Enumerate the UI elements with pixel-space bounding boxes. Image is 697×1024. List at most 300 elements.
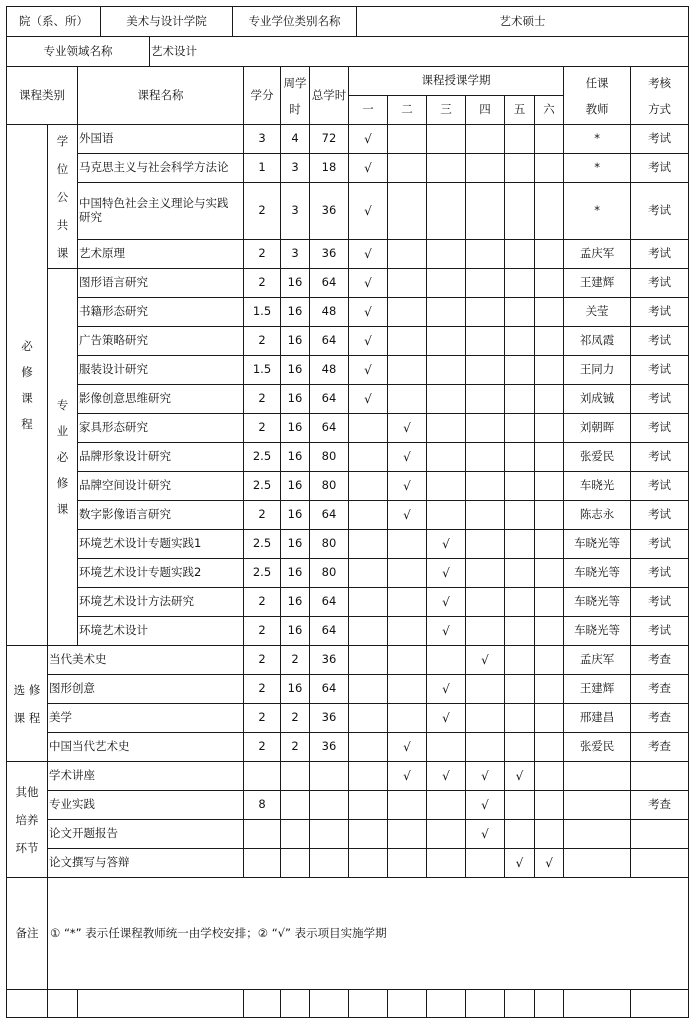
course-credit: 2.5 (244, 559, 281, 588)
field-value: 艺术设计 (150, 37, 689, 67)
course-teacher: 张爱民 (564, 733, 631, 762)
semester-cell (388, 327, 427, 356)
semester-cell (466, 356, 505, 385)
table-row (7, 269, 689, 298)
course-weekly-hours: 16 (281, 588, 310, 617)
semester-check-mark: √ (466, 646, 505, 675)
vertical-char: 业 (56, 424, 69, 438)
activity-credit (244, 820, 281, 849)
course-total-hours: 36 (310, 704, 349, 733)
semester-cell (535, 269, 564, 298)
semester-cell (388, 559, 427, 588)
col-credit-header: 学分 (244, 67, 281, 125)
course-name (78, 183, 244, 240)
blank-cell (564, 990, 631, 1018)
col-teacher-header: 任课 教师 (564, 67, 631, 125)
semester-cell (505, 733, 535, 762)
group-degree-public-label (48, 125, 78, 269)
course-credit: 2 (244, 327, 281, 356)
semester-cell (349, 675, 388, 704)
semester-cell (535, 559, 564, 588)
degree-label: 专业学位类别名称 (233, 7, 357, 37)
course-exam-type: 考试 (631, 472, 689, 501)
curriculum-document (6, 6, 689, 1018)
semester-cell (466, 501, 505, 530)
blank-cell (535, 990, 564, 1018)
course-teacher: 车晓光等 (564, 530, 631, 559)
course-credit: 2 (244, 501, 281, 530)
semester-cell (349, 849, 388, 878)
course-credit: 1.5 (244, 298, 281, 327)
table-row (7, 849, 689, 878)
course-name-text: 影像创意思维研究 (79, 391, 171, 406)
semester-cell (349, 443, 388, 472)
course-total-hours: 64 (310, 327, 349, 356)
semester-check-mark: √ (427, 617, 466, 646)
course-name (78, 617, 244, 646)
semester-cell (505, 327, 535, 356)
semester-check-mark: √ (388, 762, 427, 791)
semester-check-mark: √ (466, 820, 505, 849)
semester-cell (535, 327, 564, 356)
semester-cell (535, 530, 564, 559)
vertical-char: 课 (21, 391, 33, 405)
table-row (7, 762, 689, 791)
semester-cell (466, 327, 505, 356)
course-name (78, 443, 244, 472)
course-weekly-hours: 16 (281, 472, 310, 501)
activity-teacher (564, 762, 631, 791)
course-exam-type: 考试 (631, 327, 689, 356)
course-weekly-hours: 2 (281, 704, 310, 733)
course-name-text: 中国特色社会主义理论与实践 (79, 196, 229, 211)
activity-exam-type (631, 762, 689, 791)
course-name (78, 327, 244, 356)
vertical-char: 公 (56, 189, 69, 204)
semester-check-mark: √ (535, 849, 564, 878)
group-other-label (7, 762, 48, 878)
vertical-char: 课 程 (13, 710, 41, 725)
course-weekly-hours: 4 (281, 125, 310, 154)
course-weekly-hours: 2 (281, 733, 310, 762)
course-total-hours: 80 (310, 443, 349, 472)
course-name-text: 环境艺术设计专题实践1 (79, 536, 202, 551)
course-name-text: 环境艺术设计专题实践2 (79, 565, 202, 580)
course-teacher: 王建辉 (564, 269, 631, 298)
course-exam-type: 考试 (631, 385, 689, 414)
course-weekly-hours: 16 (281, 675, 310, 704)
course-exam-type: 考查 (631, 675, 689, 704)
remarks-text: ① “*” 表示任课程教师统一由学校安排；② “√” 表示项目实施学期 (48, 878, 689, 990)
semester-cell (349, 501, 388, 530)
semester-header-5: 五 (505, 96, 535, 125)
course-teacher: 车晓光等 (564, 617, 631, 646)
semester-cell (427, 646, 466, 675)
course-credit: 2 (244, 588, 281, 617)
blank-cell (310, 990, 349, 1018)
course-weekly-hours: 16 (281, 298, 310, 327)
table-row (7, 472, 689, 501)
blank-cell (281, 990, 310, 1018)
course-exam-type: 考试 (631, 356, 689, 385)
semester-cell (505, 154, 535, 183)
course-name (48, 646, 244, 675)
blank-cell (466, 990, 505, 1018)
course-exam-type: 考试 (631, 443, 689, 472)
vertical-char: 培养 (15, 812, 39, 827)
course-name (78, 414, 244, 443)
semester-cell (466, 472, 505, 501)
activity-name: 学术讲座 (48, 762, 244, 791)
semester-cell (466, 849, 505, 878)
table-row (7, 588, 689, 617)
semester-cell (466, 588, 505, 617)
course-teacher: 张爱民 (564, 443, 631, 472)
semester-cell (466, 530, 505, 559)
course-credit: 2 (244, 240, 281, 269)
semester-cell (505, 530, 535, 559)
remarks-table (6, 877, 689, 990)
course-name-text: 艺术原理 (79, 246, 125, 261)
course-name (78, 298, 244, 327)
course-teacher: 孟庆军 (564, 240, 631, 269)
course-name (78, 472, 244, 501)
course-total-hours: 64 (310, 414, 349, 443)
col-total-hours-header: 总学时 (310, 67, 349, 125)
course-teacher: 关莹 (564, 298, 631, 327)
table-row (7, 704, 689, 733)
semester-cell (427, 733, 466, 762)
course-weekly-hours: 16 (281, 269, 310, 298)
group-elective-label (7, 646, 48, 762)
semester-cell (505, 617, 535, 646)
blank-cell (505, 990, 535, 1018)
course-total-hours: 36 (310, 646, 349, 675)
course-exam-type: 考试 (631, 501, 689, 530)
activity-exam-type (631, 849, 689, 878)
course-name (78, 125, 244, 154)
semester-cell (466, 269, 505, 298)
semester-cell (535, 240, 564, 269)
semester-check-mark: √ (349, 385, 388, 414)
course-teacher: 刘成铖 (564, 385, 631, 414)
course-name-text: 马克思主义与社会科学方法论 (79, 160, 229, 175)
semester-check-mark: √ (388, 733, 427, 762)
activity-total-hours (310, 791, 349, 820)
course-teacher: 王建辉 (564, 675, 631, 704)
course-teacher: 车晓光等 (564, 559, 631, 588)
course-credit: 2 (244, 733, 281, 762)
vertical-char: 必 (56, 450, 69, 464)
semester-cell (535, 125, 564, 154)
semester-check-mark: √ (349, 327, 388, 356)
course-total-hours: 80 (310, 559, 349, 588)
semester-cell (505, 472, 535, 501)
vertical-char: 必 (21, 339, 33, 353)
semester-cell (427, 298, 466, 327)
activity-name: 论文撰写与答辩 (48, 849, 244, 878)
semester-check-mark: √ (349, 240, 388, 269)
group-required-label (7, 125, 48, 646)
col-semester-group-header: 课程授课学期 (349, 67, 564, 96)
semester-cell (535, 385, 564, 414)
table-row (7, 385, 689, 414)
semester-cell (466, 675, 505, 704)
semester-cell (349, 820, 388, 849)
course-credit: 1 (244, 154, 281, 183)
activity-teacher (564, 820, 631, 849)
semester-cell (388, 125, 427, 154)
course-name-text: 家具形态研究 (79, 420, 148, 435)
semester-cell (466, 298, 505, 327)
semester-check-mark: √ (427, 588, 466, 617)
semester-cell (466, 385, 505, 414)
semester-cell (388, 269, 427, 298)
course-exam-type: 考查 (631, 704, 689, 733)
semester-cell (505, 443, 535, 472)
semester-cell (388, 298, 427, 327)
course-weekly-hours: 16 (281, 501, 310, 530)
course-teacher: 刘朝晖 (564, 414, 631, 443)
col-weekly-hours-header: 周学 时 (281, 67, 310, 125)
vertical-char: 位 (56, 161, 69, 176)
semester-check-mark: √ (466, 791, 505, 820)
course-exam-type: 考试 (631, 298, 689, 327)
semester-cell (427, 385, 466, 414)
semester-cell (349, 530, 388, 559)
vertical-char: 修 (56, 476, 69, 490)
blank-cell (388, 990, 427, 1018)
course-name (78, 356, 244, 385)
semester-cell (349, 704, 388, 733)
course-total-hours: 80 (310, 472, 349, 501)
blank-cell (427, 990, 466, 1018)
course-name-text: 外国语 (79, 131, 114, 146)
semester-cell (427, 472, 466, 501)
semester-cell (388, 617, 427, 646)
course-name (78, 385, 244, 414)
course-total-hours: 64 (310, 385, 349, 414)
semester-check-mark: √ (505, 849, 535, 878)
semester-cell (388, 704, 427, 733)
course-teacher: 孟庆军 (564, 646, 631, 675)
course-exam-type: 考试 (631, 414, 689, 443)
semester-cell (505, 356, 535, 385)
course-credit: 2 (244, 414, 281, 443)
semester-check-mark: √ (349, 154, 388, 183)
table-row (7, 501, 689, 530)
semester-cell (427, 414, 466, 443)
course-name-text: 中国当代艺术史 (49, 739, 130, 754)
vertical-char: 程 (21, 417, 33, 431)
semester-header-2: 二 (388, 96, 427, 125)
remarks-label: 备注 (7, 878, 48, 990)
semester-cell (505, 588, 535, 617)
course-name-text: 图形语言研究 (79, 275, 148, 290)
semester-cell (505, 385, 535, 414)
semester-check-mark: √ (349, 125, 388, 154)
blank-cell (244, 990, 281, 1018)
course-credit: 2 (244, 675, 281, 704)
course-name (78, 240, 244, 269)
course-name-text: 服装设计研究 (79, 362, 148, 377)
course-name-text: 品牌空间设计研究 (79, 478, 171, 493)
course-name (48, 733, 244, 762)
blank-cell (48, 990, 78, 1018)
vertical-char: 课 (56, 502, 69, 516)
semester-cell (466, 414, 505, 443)
course-exam-type: 考试 (631, 530, 689, 559)
semester-check-mark: √ (427, 675, 466, 704)
course-weekly-hours: 3 (281, 183, 310, 240)
semester-cell (535, 356, 564, 385)
course-teacher: * (564, 125, 631, 154)
semester-cell (427, 356, 466, 385)
semester-cell (427, 849, 466, 878)
course-exam-type: 考试 (631, 559, 689, 588)
semester-cell (535, 472, 564, 501)
activity-weekly-hours (281, 849, 310, 878)
table-row (7, 791, 689, 820)
field-info-table (6, 36, 689, 67)
semester-cell (427, 820, 466, 849)
activity-weekly-hours (281, 762, 310, 791)
semester-check-mark: √ (349, 298, 388, 327)
course-teacher: 邢建昌 (564, 704, 631, 733)
semester-cell (505, 791, 535, 820)
course-name (78, 530, 244, 559)
semester-cell (466, 125, 505, 154)
course-exam-type: 考试 (631, 269, 689, 298)
semester-check-mark: √ (466, 762, 505, 791)
semester-header-1: 一 (349, 96, 388, 125)
course-name (78, 559, 244, 588)
semester-cell (535, 414, 564, 443)
semester-cell (466, 154, 505, 183)
semester-cell (535, 820, 564, 849)
table-row (7, 154, 689, 183)
semester-cell (349, 414, 388, 443)
course-name-text: 研究 (79, 210, 102, 224)
table-row (7, 617, 689, 646)
activity-teacher (564, 849, 631, 878)
blank-cell (78, 990, 244, 1018)
semester-cell (466, 733, 505, 762)
degree-value: 艺术硕士 (357, 7, 689, 37)
semester-cell (466, 704, 505, 733)
group-major-required-label (48, 269, 78, 646)
table-row (7, 530, 689, 559)
course-credit: 2 (244, 183, 281, 240)
semester-cell (427, 154, 466, 183)
course-total-hours: 80 (310, 530, 349, 559)
table-row (7, 820, 689, 849)
semester-cell (388, 849, 427, 878)
course-name-text: 广告策略研究 (79, 333, 148, 348)
semester-cell (505, 501, 535, 530)
vertical-char: 学 (56, 133, 69, 148)
semester-check-mark: √ (349, 269, 388, 298)
course-teacher: 陈志永 (564, 501, 631, 530)
course-credit: 2.5 (244, 530, 281, 559)
course-credit: 2 (244, 704, 281, 733)
semester-cell (535, 183, 564, 240)
table-row (7, 646, 689, 675)
semester-check-mark: √ (388, 443, 427, 472)
semester-cell (535, 501, 564, 530)
semester-check-mark: √ (388, 501, 427, 530)
course-name-text: 当代美术史 (49, 652, 107, 667)
semester-cell (505, 820, 535, 849)
vertical-char: 课 (56, 245, 69, 260)
course-exam-type: 考试 (631, 183, 689, 240)
semester-cell (466, 617, 505, 646)
semester-cell (535, 298, 564, 327)
course-weekly-hours: 16 (281, 385, 310, 414)
semester-cell (427, 269, 466, 298)
semester-header-3: 三 (427, 96, 466, 125)
activity-credit (244, 762, 281, 791)
course-teacher: 车晓光 (564, 472, 631, 501)
course-teacher: 祁凤霞 (564, 327, 631, 356)
activity-credit: 8 (244, 791, 281, 820)
semester-cell (349, 617, 388, 646)
semester-cell (388, 183, 427, 240)
blank-cell (7, 990, 48, 1018)
semester-cell (535, 675, 564, 704)
course-weekly-hours: 16 (281, 559, 310, 588)
course-credit: 2.5 (244, 443, 281, 472)
course-weekly-hours: 16 (281, 327, 310, 356)
activity-name: 论文开题报告 (48, 820, 244, 849)
course-total-hours: 36 (310, 733, 349, 762)
table-row (7, 443, 689, 472)
semester-cell (349, 762, 388, 791)
semester-cell (388, 646, 427, 675)
field-label: 专业领域名称 (7, 37, 150, 67)
course-name (78, 154, 244, 183)
semester-cell (505, 559, 535, 588)
table-row (7, 125, 689, 154)
activity-name: 专业实践 (48, 791, 244, 820)
course-weekly-hours: 16 (281, 530, 310, 559)
semester-cell (427, 501, 466, 530)
semester-check-mark: √ (427, 559, 466, 588)
course-total-hours: 48 (310, 298, 349, 327)
course-teacher: * (564, 183, 631, 240)
course-exam-type: 考试 (631, 154, 689, 183)
semester-cell (535, 588, 564, 617)
program-info-table (6, 6, 689, 37)
course-name-text: 书籍形态研究 (79, 304, 148, 319)
table-row (7, 733, 689, 762)
course-exam-type: 考试 (631, 240, 689, 269)
course-credit: 1.5 (244, 356, 281, 385)
semester-check-mark: √ (505, 762, 535, 791)
course-weekly-hours: 2 (281, 646, 310, 675)
course-name-text: 品牌形象设计研究 (79, 449, 171, 464)
course-name (48, 704, 244, 733)
vertical-char: 其他 (15, 784, 39, 799)
course-teacher: 王同力 (564, 356, 631, 385)
activity-total-hours (310, 820, 349, 849)
semester-cell (388, 791, 427, 820)
semester-cell (388, 356, 427, 385)
semester-check-mark: √ (349, 356, 388, 385)
course-total-hours: 64 (310, 501, 349, 530)
course-total-hours: 64 (310, 617, 349, 646)
activity-exam-type (631, 820, 689, 849)
